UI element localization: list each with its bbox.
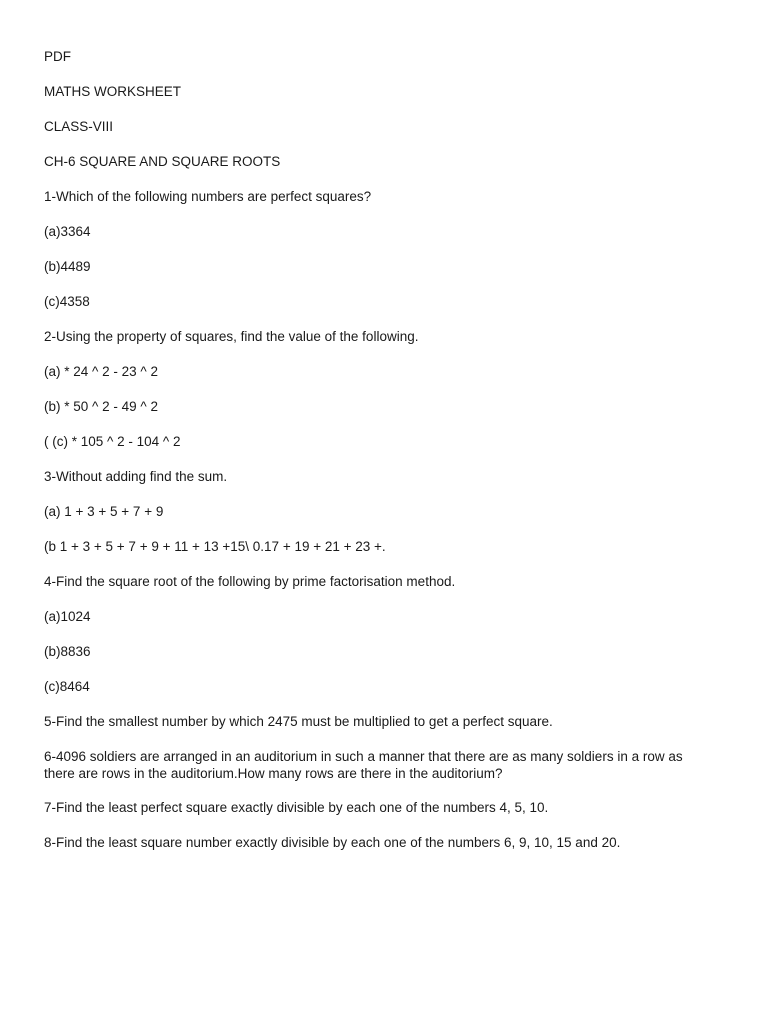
question-2-option-b: (b) * 50 ^ 2 - 49 ^ 2 <box>44 399 158 414</box>
question-4-option-a: (a)1024 <box>44 609 91 624</box>
question-8: 8-Find the least square number exactly divisible by each one of the numbers 6, 9, 10, 15 and 20. <box>44 835 621 850</box>
doc-label-pdf: PDF <box>44 49 71 64</box>
question-2: 2-Using the property of squares, find the value of the following. <box>44 329 419 344</box>
question-4: 4-Find the square root of the following by prime factorisation method. <box>44 574 456 589</box>
question-4-option-b: (b)8836 <box>44 644 91 659</box>
worksheet-title: MATHS WORKSHEET <box>44 84 182 99</box>
question-3: 3-Without adding find the sum. <box>44 469 228 484</box>
question-2-option-c: ( (c) * 105 ^ 2 - 104 ^ 2 <box>44 434 181 449</box>
question-6: 6-4096 soldiers are arranged in an auditorium in such a manner that there are as many soldiers in a row as there are rows in the auditorium.How many rows are there in the auditorium? <box>44 749 683 781</box>
question-2-option-a: (a) * 24 ^ 2 - 23 ^ 2 <box>44 364 158 379</box>
question-3-option-a: (a) 1 + 3 + 5 + 7 + 9 <box>44 504 164 519</box>
question-1-option-a: (a)3364 <box>44 224 91 239</box>
question-5: 5-Find the smallest number by which 2475 must be multiplied to get a perfect square. <box>44 714 553 729</box>
question-1: 1-Which of the following numbers are perfect squares? <box>44 189 372 204</box>
question-1-option-b: (b)4489 <box>44 259 91 274</box>
class-label: CLASS-VIII <box>44 119 114 134</box>
question-4-option-c: (c)8464 <box>44 679 90 694</box>
question-3-option-b: (b 1 + 3 + 5 + 7 + 9 + 11 + 13 +15\ 0.17 + 19 + 21 + 23 +. <box>44 539 386 554</box>
chapter-title: CH-6 SQUARE AND SQUARE ROOTS <box>44 154 281 169</box>
question-1-option-c: (c)4358 <box>44 294 90 309</box>
question-7: 7-Find the least perfect square exactly divisible by each one of the numbers 4, 5, 10. <box>44 800 549 815</box>
worksheet-page <box>44 48 684 869</box>
